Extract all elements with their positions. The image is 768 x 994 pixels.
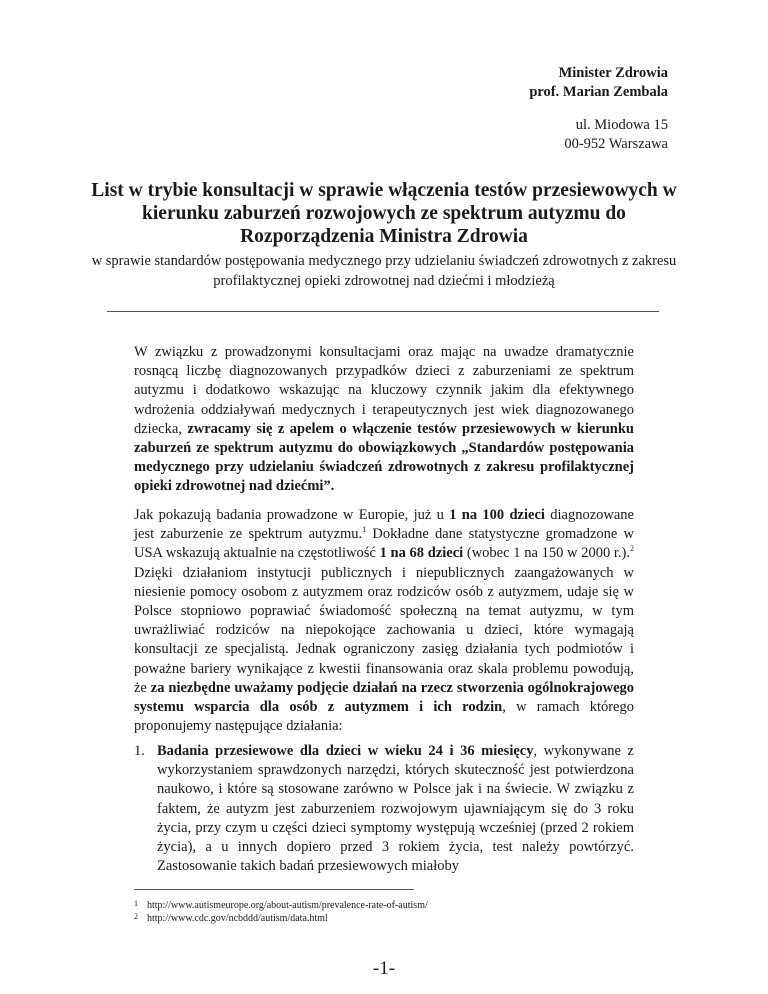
recipient-name: prof. Marian Zembala bbox=[529, 84, 668, 100]
para2-text-1: Jak pokazują badania prowadzone w Europie, już u bbox=[134, 507, 450, 523]
para2-text-3: Dokładne dane statystyczne gromadzone w USA wskazują aktualnie na częstotliwość bbox=[134, 526, 635, 562]
document-subtitle: w sprawie standardów postępowania medycznego przy udzielaniu świadczeń zdrowotnych z zakresu profilaktycznej opieki zdrowotnej nad dziećmi i młodzieżą bbox=[91, 253, 677, 289]
footnote-ref-2: 2 bbox=[630, 544, 635, 554]
footnote-link[interactable]: http://www.cdc.gov/ncbddd/autism/data.html bbox=[147, 913, 328, 924]
address-city: 00-952 Warszawa bbox=[564, 136, 668, 152]
page-number: -1- bbox=[372, 958, 396, 979]
list-item-text bbox=[157, 742, 634, 876]
para2-stat-usa: 1 na 68 dzieci bbox=[379, 545, 464, 562]
address-block bbox=[564, 116, 668, 154]
para2-proposal: za niezbędne uważamy podjęcie działań na rzecz stworzenia ogólnokrajowego systemu wsparcia dla osób z autyzmem i ich rodzin bbox=[134, 679, 635, 716]
recipient-title: Minister Zdrowia bbox=[558, 65, 668, 81]
para2-text-2: diagnozowane jest zaburzenie ze spektrum autyzmu. bbox=[134, 507, 634, 543]
list-item-body: , wykonywane z wykorzystaniem sprawdzonych narzędzi, których skuteczność jest potwierdzona naukowo, i które są stosowane zarówno w Polsce jak i na świecie. W związku z faktem, że autyzm jest zaburzeniem rozwojowym ujawniającym się do 3 roku życia, przy czym u części dzieci symptomy występują wcześniej (przed 2 rokiem życia), a u innych dopiero przed 3 rokiem życia, test należy powtórzyć. Zastosowanie takich badań przesiewowych miałoby bbox=[157, 743, 634, 875]
footnote-divider bbox=[134, 889, 414, 890]
recipient-block bbox=[529, 64, 668, 102]
paragraph-statistics bbox=[134, 506, 634, 736]
paragraph-intro bbox=[134, 343, 634, 497]
para1-appeal: zwracamy się z apelem o włączenie testów przesiewowych w kierunku zaburzeń ze spektrum autyzmu do obowiązkowych „Standardów postępowania medycznego przy udzielaniu świadczeń zdrowotnych z zakresu profilaktycznej opieki zdrowotnej nad dziećmi”. bbox=[134, 420, 634, 495]
para2-stat-europe: 1 na 100 dzieci bbox=[449, 507, 545, 523]
footnote-link[interactable]: http://www.autismeurope.org/about-autism/prevalence-rate-of-autism/ bbox=[147, 900, 428, 911]
list-item-heading: Badania przesiewowe dla dzieci w wieku 24 i 36 miesięcy bbox=[157, 743, 534, 759]
para2-text-5: Dzięki działaniom instytucji publicznych i niepublicznych zaangażowanych w niesienie pomocy osobom z autyzmem oraz rodziców osób z autyzmem, udaje się w Polsce stopniowo poprawiać świadomość społeczną na temat autyzmu, w tym uwrażliwiać rodziców na niepokojące zachowania u dzieci, które wymagają konsultacji ze specjalistą. Jednak ograniczony zasięg działania tych podmiotów i poważne bariery wynikające z kwestii finansowania oraz skala problemu powodują, że bbox=[134, 564, 634, 696]
footnote-ref-1: 1 bbox=[362, 525, 367, 535]
para2-text-6: , w ramach którego proponujemy następujące działania: bbox=[134, 699, 634, 735]
address-street: ul. Miodowa 15 bbox=[575, 117, 668, 133]
title-divider bbox=[107, 311, 659, 312]
footnote-2 bbox=[134, 910, 328, 925]
para1-text: W związku z prowadzonymi konsultacjami oraz mając na uwadze dramatycznie rosnącą liczbę diagnozowanych przypadków dzieci z zaburzeniami ze spektrum autyzmu i dodatkowo wskazując na kluczowy czynnik jakim dla efektywnego wdrożenia oddziaływań medycznych i terapeutycznych jest wiek diagnozowanego dziecka, bbox=[134, 344, 634, 437]
para2-text-4: (wobec 1 na 150 w 2000 r.). bbox=[463, 545, 631, 562]
list-item bbox=[134, 742, 634, 876]
document-title: List w trybie konsultacji w sprawie włączenia testów przesiewowych w kierunku zaburzeń rozwojowych ze spektrum autyzmu do Rozporządzenia Ministra Zdrowia bbox=[91, 180, 677, 247]
list-item-number: 1. bbox=[134, 743, 145, 759]
footnote-number: 2 bbox=[134, 912, 138, 921]
footnote-number: 1 bbox=[134, 899, 138, 908]
